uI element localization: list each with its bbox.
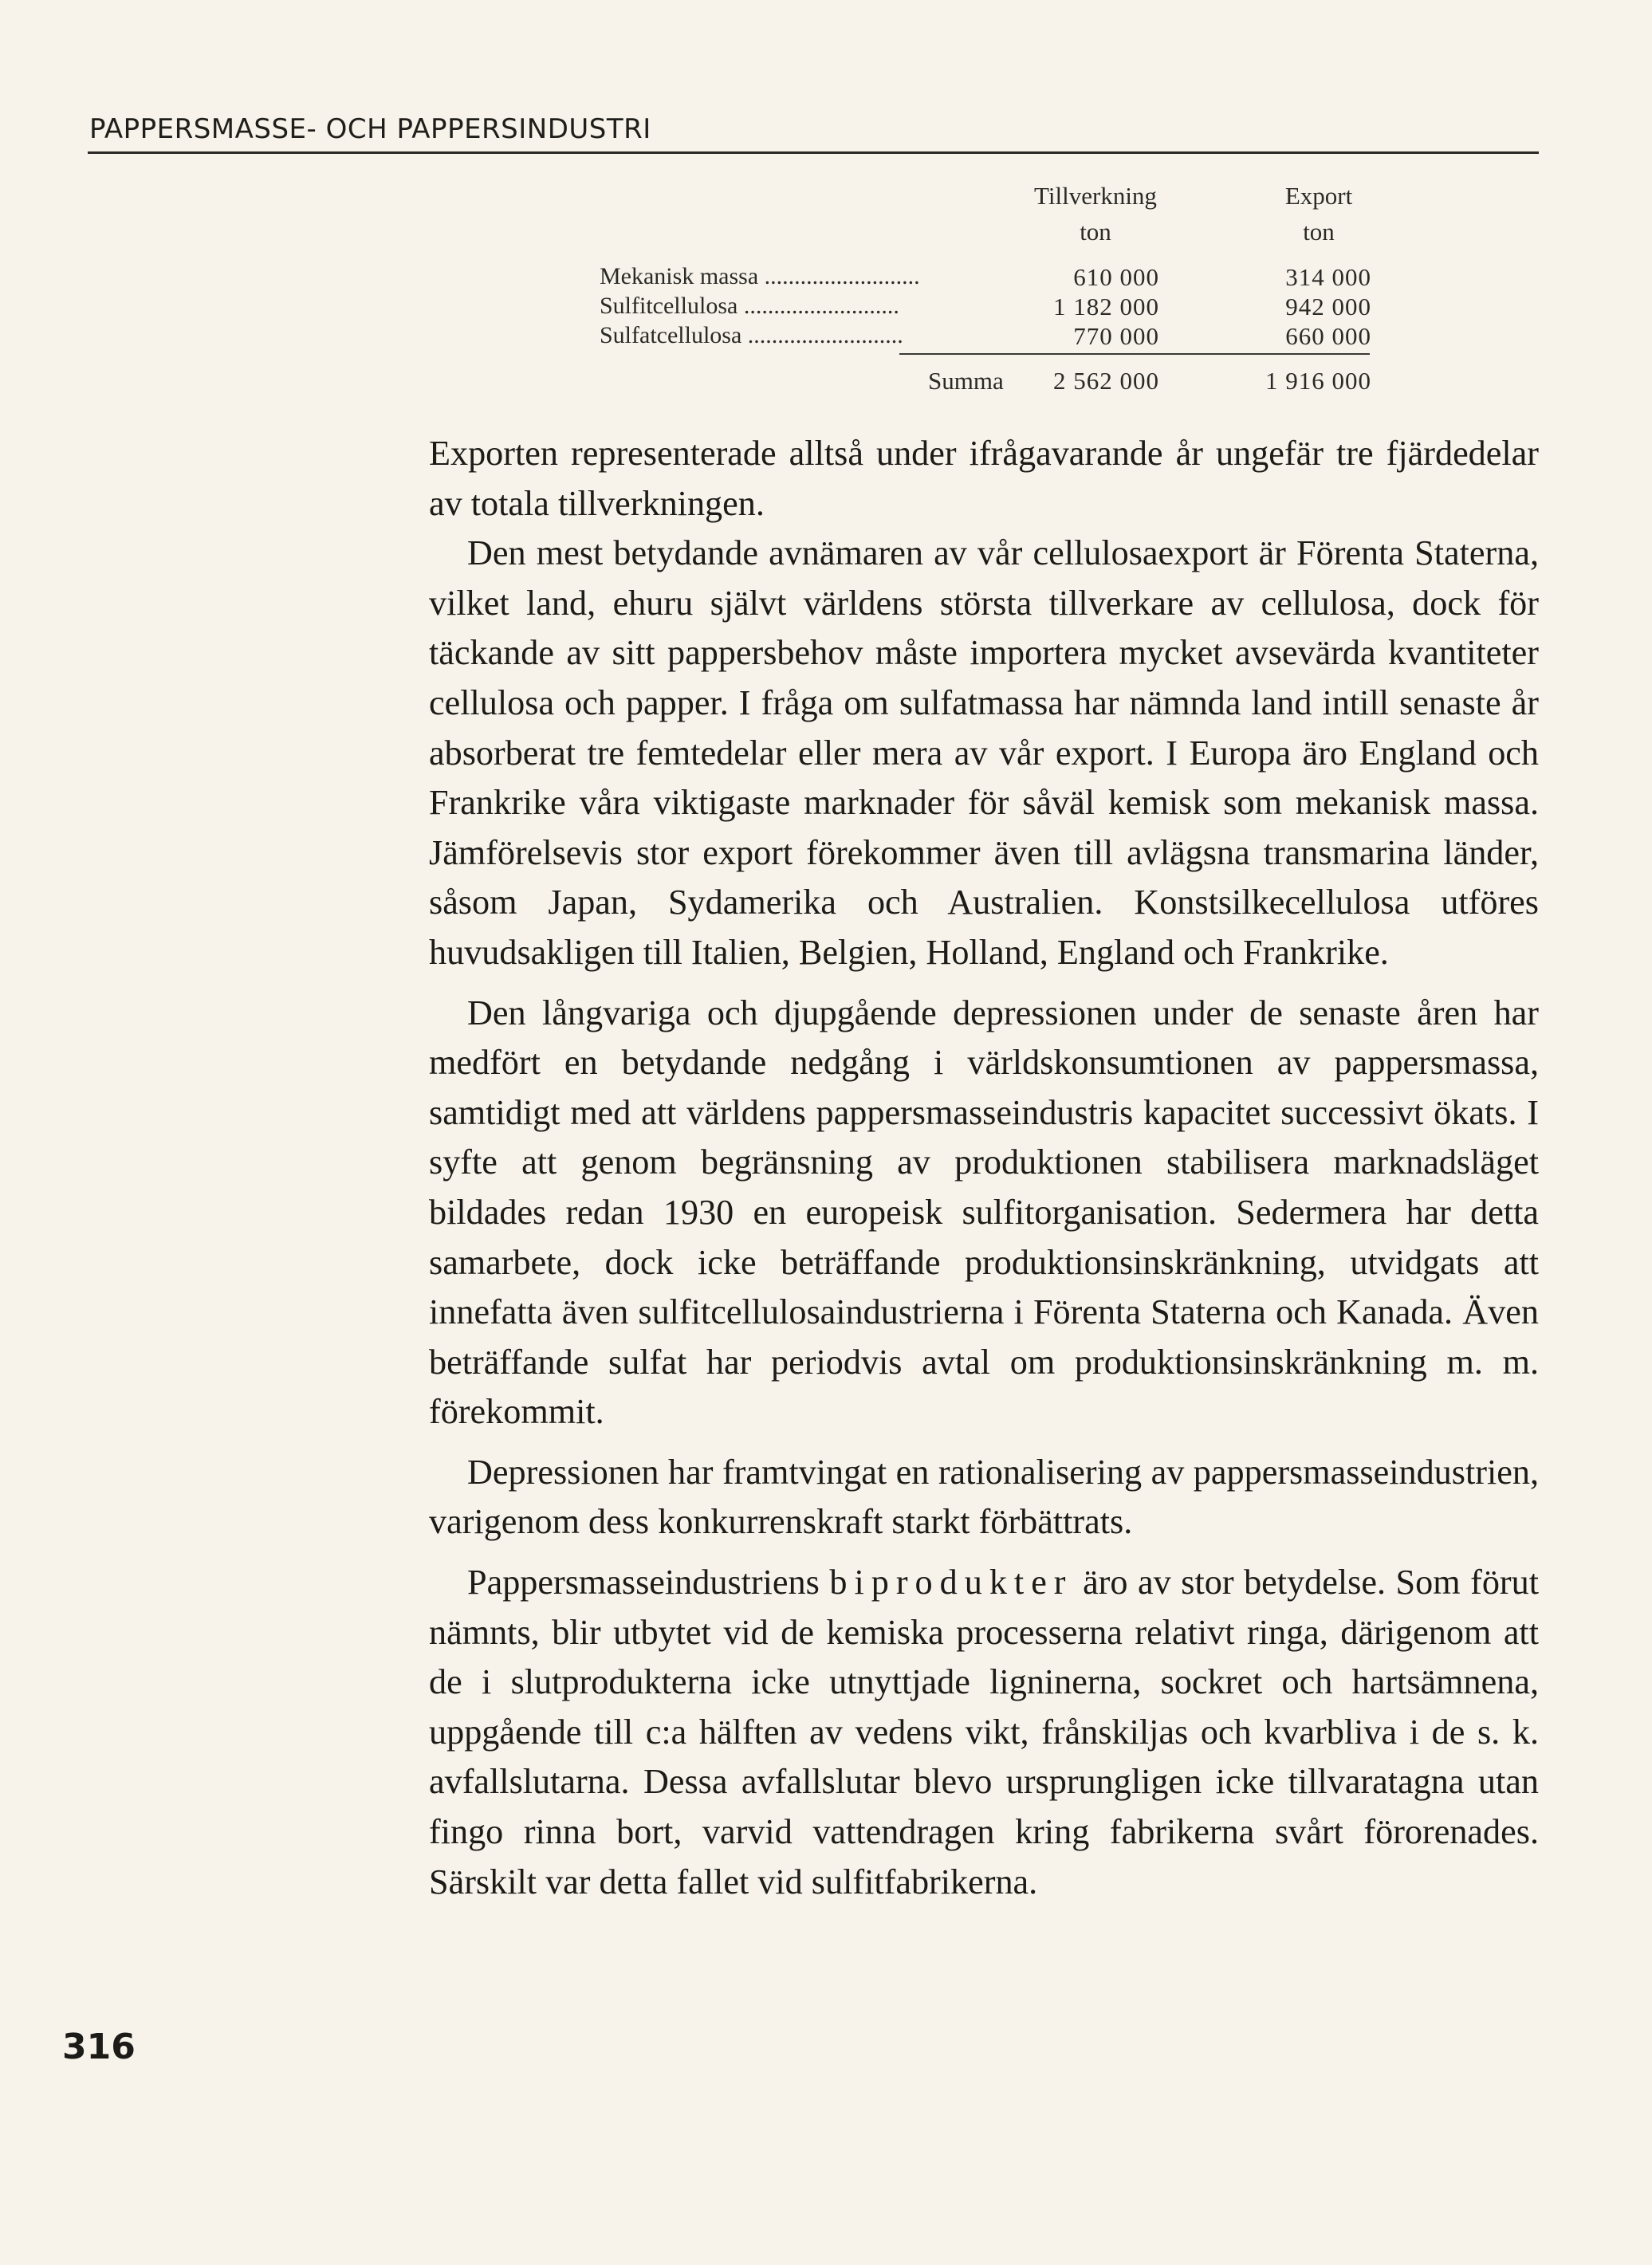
paragraph: Den mest betydande avnämaren av vår cellulosaexport är Förenta Staterna, vilket land, ehuru självt världens största tillverkare av cellulosa, dock för täckande av sitt pappersbehov måste importera mycket avsevärda kvantiteter cellulosa och papper. I fråga om sulfatmassa har nämnda land intill senaste år absorberat tre femtedelar eller mera av vår export. I Europa äro England och Frankrike våra viktigaste marknader för såväl kemisk som mekanisk massa. Jämförelsevis stor export förekommer även till avlägsna transmarina länder, såsom Japan, Sydamerika och Australien. Konstsilkecellulosa utföres huvudsakligen till Italien, Belgien, Holland, England och Frankrike. [429,533,1539,972]
table-cell-tillverkning: 770 000 [1073,322,1159,350]
header-rule [88,151,1539,154]
col-header-export: Export [1284,182,1353,210]
total-tillverkning: 2 562 000 [1053,367,1159,395]
col-header-tillverkning: Tillverkning [1034,182,1157,210]
table-cell-export: 942 000 [1285,293,1371,320]
table-row-label: Sulfatcellulosa .......................... [600,322,903,348]
col-header-export-unit: ton [1303,218,1335,246]
running-head: PAPPERSMASSE- OCH PAPPERSINDUSTRI [89,113,651,145]
spaced-term: biprodukter [829,1563,1073,1602]
sum-rule [899,353,1370,355]
table-cell-export: 660 000 [1285,322,1371,350]
paragraph: Den långvariga och djupgående depressionen under de senaste åren har medfört en betydande nedgång i världskonsumtionen av pappersmassa, samtidigt med att världens pappersmasseindustris kapacitet successivt ökats. I syfte att genom begränsning av produktionen stabilisera marknadsläget bildades redan 1930 en europeisk sulfitorganisation. Sedermera har detta samarbete, dock icke beträffande produktionsinskränkning, utvidgats att innefatta även sulfitcellulosaindustrierna i Förenta Staterna och Kanada. Även beträffande sulfat har periodvis avtal om produktionsinskränkning m. m. förekommit. [429,993,1539,1432]
table-cell-tillverkning: 1 182 000 [1053,293,1159,320]
table-cell-export: 314 000 [1285,263,1371,291]
paragraph: Pappersmasseindustriens biprodukter äro av stor betydelse. Som förut nämnts, blir utbytet vid de kemiska processerna relativt ringa, därigenom att de i slutprodukterna icke utnyttjade ligninerna, sockret och hartsämnena, uppgående till c:a hälften av vedens vikt, frånskiljas och kvarbliva i de s. k. avfallslutarna. Dessa avfallslutar blevo ursprungligen icke tillvaratagna utan fingo rinna bort, varvid vattendragen kring fabrikerna svårt förorenades. Särskilt var detta fallet vid sulfitfabrikerna. [429,1563,1540,1901]
body-text [429,429,1539,1907]
table-row-label: Sulfitcellulosa .......................... [600,293,899,319]
total-label: Summa [928,367,1004,395]
paragraph: Exporten representerade alltså under ifrågavarande år ungefär tre fjärdedelar av totala tillverkningen. [429,434,1539,523]
page-number: 316 [62,2027,136,2067]
paragraph: Depressionen har framtvingat en rationalisering av pappersmasseindustrien, varigenom dess konkurrenskraft starkt förbättrats. [429,1452,1539,1542]
table-row-label: Mekanisk massa .......................... [600,263,920,289]
total-export: 1 916 000 [1265,367,1371,395]
table-cell-tillverkning: 610 000 [1073,263,1159,291]
col-header-tillverkning-unit: ton [1080,218,1111,246]
